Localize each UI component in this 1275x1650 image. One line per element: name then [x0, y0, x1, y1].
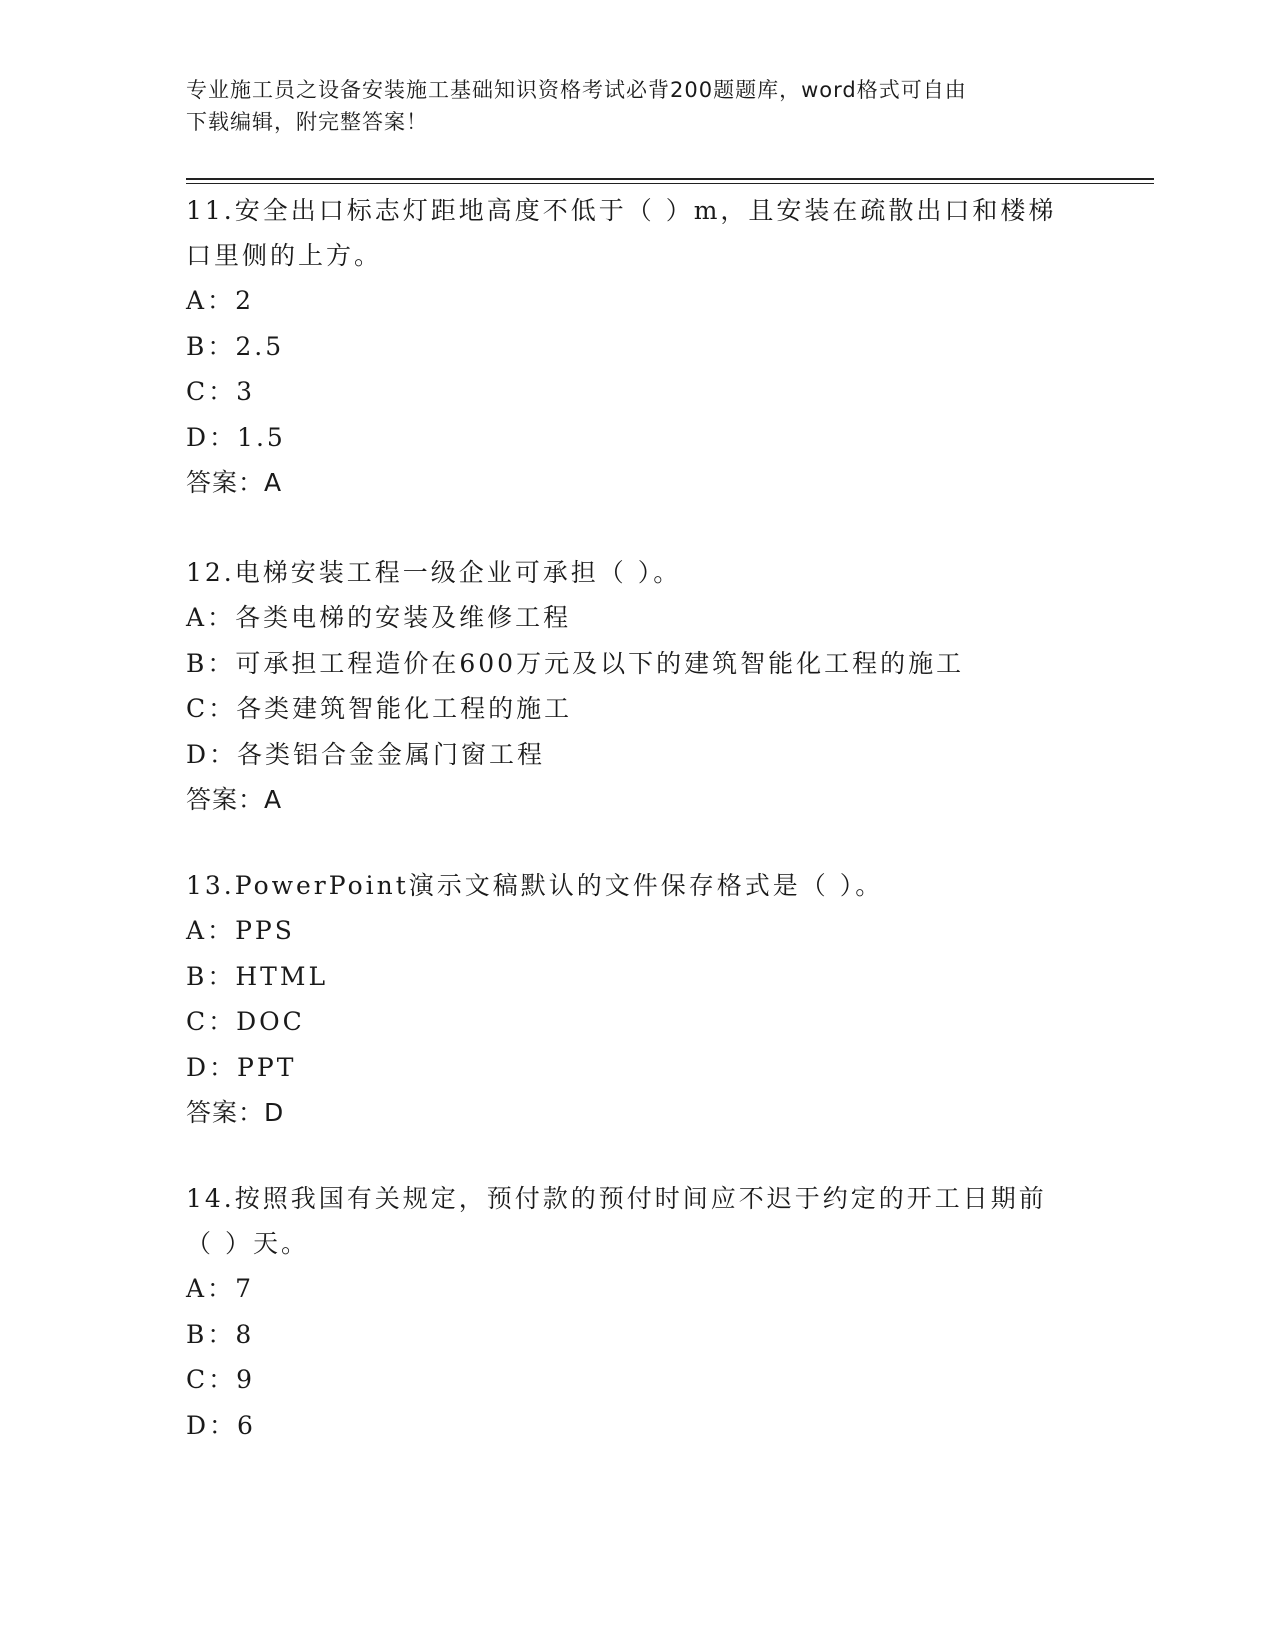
option-c: [186, 999, 1086, 1045]
option-text: 各类建筑智能化工程的施工: [236, 694, 573, 723]
option-letter: C：: [186, 694, 237, 723]
option-d: [186, 732, 1086, 778]
option-c: [186, 1357, 1086, 1403]
option-letter: B：: [186, 648, 236, 678]
option-b: [186, 1312, 1086, 1358]
header-line-1: 专业施工员之设备安装施工基础知识资格考试必背200题题库，word格式可自由: [186, 78, 967, 102]
option-c: [186, 369, 1086, 415]
option-letter: C：: [186, 377, 237, 406]
option-d: [186, 415, 1086, 461]
option-b: [186, 641, 1086, 687]
option-d: [186, 1403, 1086, 1449]
option-text: 6: [237, 1410, 256, 1440]
option-letter: C：: [186, 1007, 237, 1036]
question-stem-line-1: 11.安全出口标志灯距地高度不低于（ ）m，且安装在疏散出口和楼梯: [186, 196, 1057, 225]
question-stem-line-2: （ ）天。: [186, 1229, 309, 1258]
question-stem: [186, 188, 1086, 278]
option-text: DOC: [236, 1007, 305, 1036]
question-stem: [186, 863, 1086, 908]
question-stem: [186, 550, 1086, 595]
option-letter: A：: [186, 286, 236, 315]
header-line-2: 下载编辑，附完整答案！: [186, 110, 428, 134]
option-text: HTML: [235, 961, 329, 991]
option-letter: C：: [186, 1365, 237, 1394]
option-letter: B：: [186, 961, 236, 991]
option-b: [186, 324, 1086, 370]
option-text: 各类电梯的安装及维修工程: [235, 603, 572, 632]
option-letter: B：: [186, 1319, 236, 1349]
option-c: [186, 686, 1086, 732]
option-text: 9: [236, 1365, 256, 1394]
header-divider-thin: [186, 183, 1154, 184]
answer-line: 答案：D: [186, 1098, 285, 1127]
answer-line: 答案：A: [186, 785, 283, 814]
option-text: 8: [235, 1319, 255, 1349]
question-stem-line-2: 口里侧的上方。: [186, 241, 383, 270]
option-text: 2.5: [235, 331, 285, 361]
option-letter: A：: [186, 603, 236, 632]
option-text: 可承担工程造价在600万元及以下的建筑智能化工程的施工: [235, 648, 965, 678]
option-text: 7: [235, 1274, 254, 1303]
option-letter: D：: [186, 422, 238, 452]
option-letter: D：: [186, 1052, 238, 1082]
question-12: [186, 550, 1086, 822]
option-text: PPT: [237, 1052, 297, 1082]
option-text: 1.5: [237, 422, 286, 452]
document-header: [186, 74, 1066, 138]
answer-line: 答案：A: [186, 468, 283, 497]
option-letter: B：: [186, 331, 236, 361]
question-14: [186, 1176, 1086, 1448]
option-text: PPS: [235, 916, 295, 945]
option-letter: D：: [186, 1410, 238, 1440]
option-a: [186, 595, 1086, 641]
option-letter: D：: [186, 739, 238, 769]
option-text: 3: [236, 377, 256, 406]
option-a: [186, 908, 1086, 954]
question-11: [186, 188, 1086, 505]
option-letter: A：: [186, 916, 236, 945]
question-stem: [186, 1176, 1086, 1266]
header-divider-thick: [186, 178, 1154, 180]
option-a: [186, 1266, 1086, 1312]
option-b: [186, 954, 1086, 1000]
question-stem-line-1: 14.按照我国有关规定，预付款的预付时间应不迟于约定的开工日期前: [186, 1184, 1047, 1213]
option-a: [186, 278, 1086, 324]
option-text: 2: [235, 286, 254, 315]
option-d: [186, 1045, 1086, 1091]
option-text: 各类铝合金金属门窗工程: [237, 739, 546, 769]
question-stem-line-1: 12.电梯安装工程一级企业可承担（ ）。: [186, 558, 682, 587]
question-stem-line-1: 13.PowerPoint演示文稿默认的文件保存格式是（ ）。: [186, 871, 884, 900]
question-13: [186, 863, 1086, 1135]
option-letter: A：: [186, 1274, 236, 1303]
